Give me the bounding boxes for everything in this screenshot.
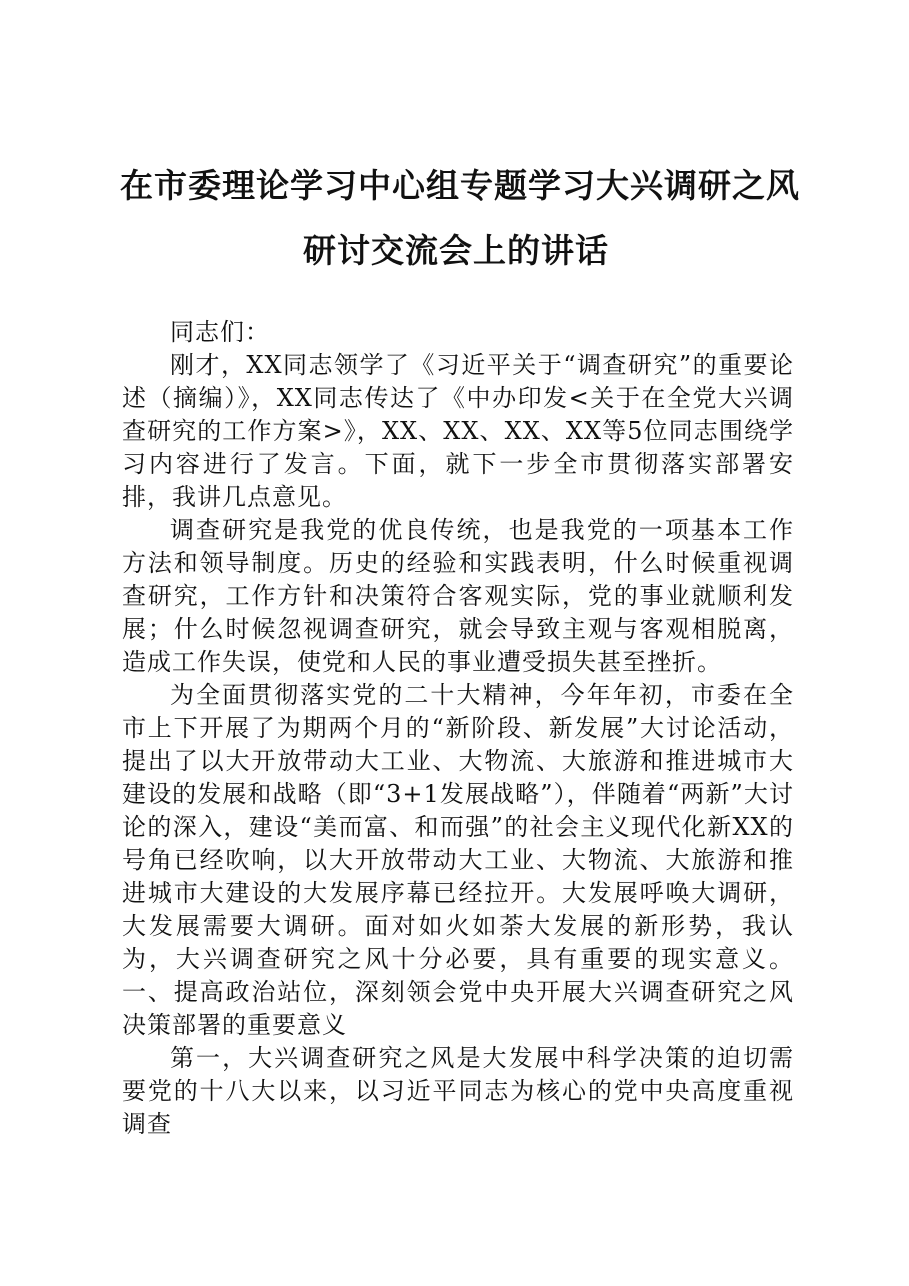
document-title-line-2: 研讨交流会上的讲话	[303, 231, 609, 270]
document-body	[122, 316, 794, 1141]
salutation: 同志们：	[170, 318, 270, 346]
paragraph-context: 为全面贯彻落实党的二十大精神，今年年初，市委在全市上下开展了为期两个月的“新阶段、新发展”大讨论活动，提出了以大开放带动大工业、大物流、大旅游和推进城市大建设的发展和战略（即“3+1发展战略”），伴随着“两新”大讨论的深入，建设“美而富、和而强”的社会主义现代化新XX的号角已经吹响，以大开放带动大工业、大物流、大旅游和推进城市大建设的大发展序幕已经拉开。大发展呼唤大调研，大发展需要大调研。面对如火如荼大发展的新形势，我认为，大兴调查研究之风十分必要，具有重要的现实意义。一、提高政治站位，深刻领会党中央开展大兴调查研究之风决策部署的重要意义	[122, 681, 794, 1039]
paragraph-intro: 刚才，XX同志领学了《习近平关于“调查研究”的重要论述（摘编）》，XX同志传达了《中办印发<关于在全党大兴调查研究的工作方案>》，XX、XX、XX、XX等5位同志围绕学习内容进行了发言。下面，就下一步全市贯彻落实部署安排，我讲几点意见。	[122, 351, 794, 511]
paragraph-tradition: 调查研究是我党的优良传统，也是我党的一项基本工作方法和领导制度。历史的经验和实践表明，什么时候重视调查研究，工作方针和决策符合客观实际，党的事业就顺利发展；什么时候忽视调查研究，就会导致主观与客观相脱离，造成工作失误，使党和人民的事业遭受损失甚至挫折。	[122, 516, 794, 676]
paragraph-first-point: 第一，大兴调查研究之风是大发展中科学决策的迫切需要党的十八大以来，以习近平同志为核心的党中央高度重视调查	[122, 1044, 794, 1138]
document-title-line-1: 在市委理论学习中心组专题学习大兴调研之风	[120, 166, 800, 205]
